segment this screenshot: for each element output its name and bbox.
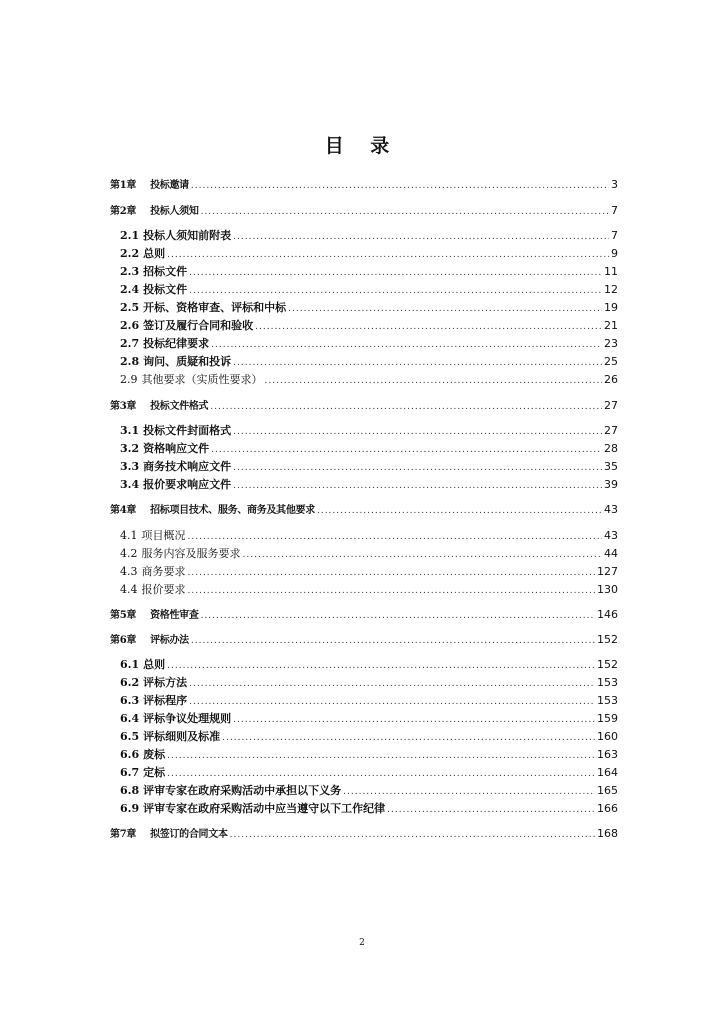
toc-entry-text: 总则 (143, 658, 166, 671)
toc-chapter-entry[interactable] (110, 827, 618, 841)
toc-entry-page: 44 (604, 547, 618, 560)
dot-leader (189, 695, 595, 709)
dot-leader (210, 400, 602, 414)
toc-entry-number: 2.5 (120, 301, 140, 314)
dot-leader (167, 749, 595, 763)
toc-entry-label (120, 547, 241, 561)
toc-entry-label (120, 784, 341, 798)
toc-entry-label (110, 828, 228, 842)
dot-leader (189, 677, 595, 691)
toc-entry-text: 商务技术响应文件 (143, 460, 232, 473)
toc-entry-page: 153 (597, 676, 618, 689)
dot-leader (188, 530, 603, 544)
toc-entry-number: 4.3 (120, 565, 138, 578)
toc-entry-number: 2.8 (120, 355, 140, 368)
toc-entry-text: 废标 (143, 748, 166, 761)
toc-section-entry[interactable] (110, 748, 618, 762)
toc-entry-label (120, 442, 209, 456)
toc-entry-text: 投标纪律要求 (143, 337, 210, 350)
toc-entry-text: 招标文件 (143, 265, 188, 278)
toc-entry-number: 第1章 (110, 180, 137, 191)
toc-entry-number: 2.7 (120, 337, 140, 350)
dot-leader (191, 179, 609, 193)
dot-leader (233, 479, 602, 493)
toc-entry-number: 6.8 (120, 784, 140, 797)
dot-leader (230, 828, 595, 842)
toc-section-entry[interactable] (110, 766, 618, 780)
dot-leader (233, 713, 595, 727)
toc-entry-text: 商务要求 (141, 565, 186, 578)
toc-entry-number: 6.7 (120, 766, 140, 779)
toc-entry-page: 146 (597, 608, 618, 621)
toc-entry-number: 6.5 (120, 730, 140, 743)
toc-entry-label (120, 565, 186, 579)
toc-entry-text: 评标方法 (143, 676, 188, 689)
toc-entry-label (120, 373, 263, 387)
dot-leader (233, 425, 602, 439)
dot-leader (188, 584, 596, 598)
toc-chapter-entry[interactable] (110, 608, 618, 622)
toc-entry-label (120, 283, 187, 297)
toc-entry-label (120, 229, 231, 243)
dot-leader (265, 374, 603, 388)
toc-entry-text: 评审专家在政府采购活动中应当遵守以下工作纪律 (143, 802, 386, 815)
toc-entry-text: 报价要求 (141, 583, 186, 596)
toc-section-entry[interactable] (110, 565, 618, 579)
toc-entry-page: 7 (611, 229, 618, 242)
toc-entry-number: 6.2 (120, 676, 140, 689)
toc-entry-number: 6.6 (120, 748, 140, 761)
toc-section-entry[interactable] (110, 478, 618, 492)
toc-section-entry[interactable] (110, 424, 618, 438)
toc-entry-page: 27 (604, 424, 618, 437)
toc-entry-page: 28 (604, 442, 618, 455)
toc-entry-page: 43 (604, 529, 618, 542)
toc-section-entry[interactable] (110, 283, 618, 297)
toc-entry-page: 12 (604, 283, 618, 296)
toc-entry-label (120, 676, 187, 690)
toc-entry-page: 168 (597, 827, 618, 840)
toc-entry-page: 25 (604, 355, 618, 368)
toc-section-entry[interactable] (110, 658, 618, 672)
toc-entry-number: 6.4 (120, 712, 140, 725)
toc-entry-page: 163 (597, 748, 618, 761)
toc-entry-label (120, 748, 165, 762)
toc-entry-text: 资格响应文件 (143, 442, 210, 455)
dot-leader (211, 338, 602, 352)
dot-leader (317, 504, 602, 518)
toc-entry-number: 第5章 (110, 610, 137, 621)
toc-entry-number: 4.1 (120, 529, 138, 542)
dot-leader (201, 609, 595, 623)
toc-entry-page: 43 (604, 503, 618, 516)
dot-leader (167, 248, 609, 262)
toc-entry-number: 第2章 (110, 206, 137, 217)
toc-entry-page: 164 (597, 766, 618, 779)
toc-entry-page: 152 (597, 633, 618, 646)
toc-section-entry[interactable] (110, 301, 618, 315)
toc-entry-page: 3 (611, 178, 618, 191)
toc-entry-text: 投标文件封面格式 (143, 424, 232, 437)
toc-entry-number: 第7章 (110, 829, 137, 840)
toc-entry-text: 投标文件格式 (150, 401, 209, 412)
toc-entry-page: 152 (597, 658, 618, 671)
toc-entry-label (120, 766, 165, 780)
toc-entry-label (120, 694, 187, 708)
toc-entry-text: 询问、质疑和投诉 (143, 355, 232, 368)
toc-entry-page: 130 (597, 583, 618, 596)
toc-entry-number: 2.3 (120, 265, 140, 278)
toc-entry-page: 35 (604, 460, 618, 473)
toc-entry-label (120, 247, 165, 261)
toc-entry-text: 投标人须知 (150, 206, 199, 217)
toc-entry-text: 服务内容及服务要求 (141, 547, 241, 560)
toc-entry-number: 6.3 (120, 694, 140, 707)
toc-section-entry[interactable] (110, 712, 618, 726)
toc-title: 目 录 (324, 135, 400, 157)
toc-section-entry[interactable] (110, 802, 618, 816)
toc-entry-label (120, 712, 231, 726)
toc-chapter-entry[interactable] (110, 503, 618, 517)
toc-section-entry[interactable] (110, 337, 618, 351)
toc-entry-text: 其他要求（实质性要求） (141, 373, 263, 386)
toc-entry-number: 6.1 (120, 658, 140, 671)
toc-entry-text: 评标争议处理规则 (143, 712, 232, 725)
toc-entry-page: 23 (604, 337, 618, 350)
toc-entry-label (120, 424, 231, 438)
toc-entry-text: 定标 (143, 766, 166, 779)
toc-entry-text: 签订及履行合同和验收 (143, 319, 254, 332)
toc-entry-label (120, 802, 385, 816)
dot-leader (222, 731, 595, 745)
toc-entry-label (110, 609, 199, 623)
toc-entry-label (110, 634, 189, 648)
toc-entry-page: 21 (604, 319, 618, 332)
toc-section-entry[interactable] (110, 247, 618, 261)
toc-chapter-entry[interactable] (110, 633, 618, 647)
toc-entry-page: 159 (597, 712, 618, 725)
toc-entry-page: 7 (611, 204, 618, 217)
toc-entry-label (110, 504, 315, 518)
dot-leader (243, 548, 603, 562)
toc-section-entry[interactable] (110, 583, 618, 597)
dot-leader (191, 634, 595, 648)
toc-entry-page: 160 (597, 730, 618, 743)
toc-entry-number: 第4章 (110, 505, 137, 516)
toc-section-entry[interactable] (110, 229, 618, 243)
toc-chapter-entry[interactable] (110, 399, 618, 413)
dot-leader (233, 230, 609, 244)
dot-leader (211, 443, 602, 457)
toc-entry-text: 开标、资格审查、评标和中标 (143, 301, 287, 314)
dot-leader (188, 566, 596, 580)
toc-entry-text: 报价要求响应文件 (143, 478, 232, 491)
toc-entry-number: 2.6 (120, 319, 140, 332)
dot-leader (167, 659, 595, 673)
toc-entry-label (110, 179, 189, 193)
toc-section-entry[interactable] (110, 373, 618, 387)
dot-leader (288, 302, 602, 316)
toc-section-entry[interactable] (110, 265, 618, 279)
toc-section-entry[interactable] (110, 730, 618, 744)
toc-entry-number: 2.9 (120, 373, 138, 386)
toc-section-entry[interactable] (110, 676, 618, 690)
toc-entry-number: 4.2 (120, 547, 138, 560)
toc-entry-number: 6.9 (120, 802, 140, 815)
toc-entry-text: 评标细则及标准 (143, 730, 221, 743)
toc-entry-text: 投标邀请 (150, 180, 189, 191)
toc-entry-label (110, 205, 199, 219)
toc-entry-number: 3.2 (120, 442, 140, 455)
dot-leader (201, 205, 609, 219)
toc-entry-text: 评审专家在政府采购活动中承担以下义务 (143, 784, 342, 797)
toc-entry-number: 2.1 (120, 229, 140, 242)
dot-leader (233, 356, 602, 370)
toc-entry-label (120, 460, 231, 474)
toc-chapter-entry[interactable] (110, 204, 618, 218)
toc-entry-page: 9 (611, 247, 618, 260)
toc-entry-label (120, 337, 209, 351)
toc-section-entry[interactable] (110, 460, 618, 474)
toc-entry-label (120, 355, 231, 369)
toc-entry-number: 第6章 (110, 635, 137, 646)
toc-entry-label (120, 730, 220, 744)
toc-entry-text: 资格性审查 (150, 610, 199, 621)
dot-leader (189, 284, 602, 298)
toc-entry-text: 拟签订的合同文本 (150, 829, 228, 840)
toc-entry-page: 27 (604, 399, 618, 412)
toc-section-entry[interactable] (110, 319, 618, 333)
toc-entry-page: 127 (597, 565, 618, 578)
toc-entry-page: 19 (604, 301, 618, 314)
toc-entry-page: 26 (604, 373, 618, 386)
toc-section-entry[interactable] (110, 694, 618, 708)
dot-leader (233, 461, 602, 475)
toc-entry-number: 4.4 (120, 583, 138, 596)
dot-leader (343, 785, 595, 799)
page-number: 2 (359, 938, 365, 948)
toc-entry-page: 166 (597, 802, 618, 815)
toc-section-entry[interactable] (110, 529, 618, 543)
toc-entry-number: 3.3 (120, 460, 140, 473)
toc-entry-page: 165 (597, 784, 618, 797)
toc-entry-text: 投标文件 (143, 283, 188, 296)
toc-entry-text: 投标人须知前附表 (143, 229, 232, 242)
toc-section-entry[interactable] (110, 442, 618, 456)
toc-entry-label (120, 301, 286, 315)
toc-entry-page: 153 (597, 694, 618, 707)
dot-leader (189, 266, 602, 280)
toc-chapter-entry[interactable] (110, 178, 618, 192)
toc-section-entry[interactable] (110, 547, 618, 561)
toc-entry-page: 39 (604, 478, 618, 491)
toc-entry-number: 2.2 (120, 247, 140, 260)
toc-entry-number: 3.4 (120, 478, 140, 491)
toc-section-entry[interactable] (110, 784, 618, 798)
toc-section-entry[interactable] (110, 355, 618, 369)
toc-entry-label (120, 265, 187, 279)
toc-entry-number: 2.4 (120, 283, 140, 296)
toc-entry-text: 项目概况 (141, 529, 186, 542)
dot-leader (255, 320, 602, 334)
toc-entry-label (120, 583, 186, 597)
dot-leader (167, 767, 595, 781)
dot-leader (387, 803, 595, 817)
toc-entry-number: 3.1 (120, 424, 140, 437)
toc-entry-number: 第3章 (110, 401, 137, 412)
toc-entry-label (120, 658, 165, 672)
toc-entry-label (120, 319, 253, 333)
toc-entry-page: 11 (604, 265, 618, 278)
toc-entry-label (110, 400, 208, 414)
toc-entry-text: 评标办法 (150, 635, 189, 646)
toc-entry-text: 评标程序 (143, 694, 188, 707)
toc-entry-label (120, 478, 231, 492)
toc-entry-label (120, 529, 186, 543)
toc-entry-text: 招标项目技术、服务、商务及其他要求 (150, 505, 315, 516)
toc-entry-text: 总则 (143, 247, 166, 260)
